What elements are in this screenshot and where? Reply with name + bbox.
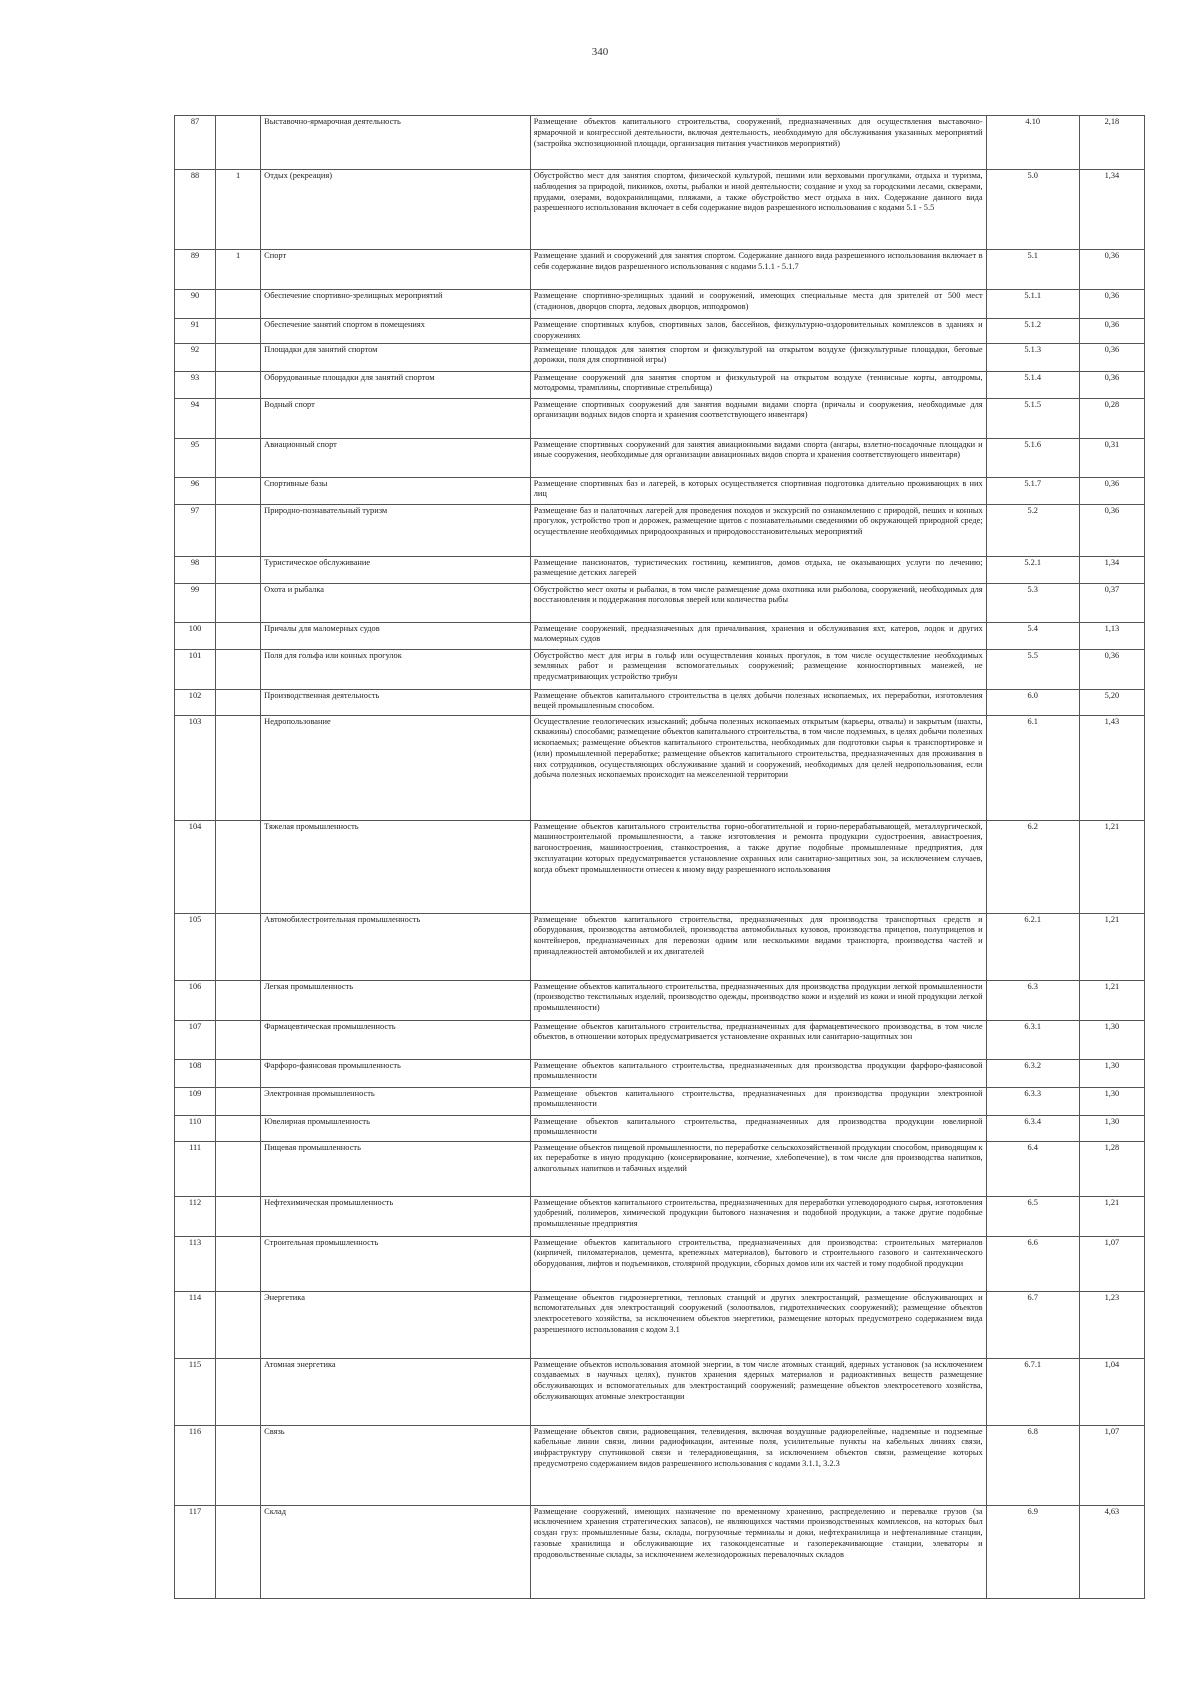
row-code: 6.8 xyxy=(986,1425,1079,1505)
row-value: 1,30 xyxy=(1079,1115,1144,1141)
row-description: Размещение пансионатов, туристических гостиниц, кемпингов, домов отдыха, не оказывающих услуги по лечению; размещение детских лагерей xyxy=(530,556,986,583)
row-description: Размещение объектов капитального строительства, предназначенных для фармацевтического производства, в том числе объектов, в отношении которых предусматривается установление охранных или санитарно-защитных зон xyxy=(530,1020,986,1059)
row-value: 0,37 xyxy=(1079,583,1144,622)
table-row xyxy=(175,1236,1145,1291)
row-number: 109 xyxy=(175,1087,216,1115)
row-description: Размещение спортивно-зрелищных зданий и сооружений, имеющих специальные места для зрителей от 500 мест (стадионов, дворцов спорта, ледовых дворцов, ипподромов) xyxy=(530,290,986,319)
row-number: 107 xyxy=(175,1020,216,1059)
row-description: Обустройство мест охоты и рыбалки, в том числе размещение дома охотника или рыболова, сооружений, необходимых для восстановления и поддержания поголовья зверей или количества рыбы xyxy=(530,583,986,622)
row-flag xyxy=(216,116,261,170)
row-number: 114 xyxy=(175,1291,216,1358)
row-code: 6.2 xyxy=(986,820,1079,913)
row-value: 1,30 xyxy=(1079,1087,1144,1115)
row-number: 102 xyxy=(175,689,216,715)
row-code: 6.2.1 xyxy=(986,913,1079,980)
row-flag xyxy=(216,556,261,583)
row-flag xyxy=(216,1236,261,1291)
row-name: Производственная деятельность xyxy=(261,689,531,715)
row-code: 6.3.3 xyxy=(986,1087,1079,1115)
row-flag xyxy=(216,438,261,477)
table-row xyxy=(175,622,1145,649)
row-description: Обустройство мест для занятия спортом, физической культурой, пешими или верховыми прогулками, отдыха и туризма, наблюдения за природой, пикников, охоты, рыбалки и иной деятельности; создание и уход за городскими лесами, скверами, прудами, озерами, водохранилищами, пляжами, а также обустройство мест отдыха в них. Содержание данного вида разрешенного использования включает в себя содержание видов разрешенного использования с кодами 5.1 - 5.5 xyxy=(530,170,986,250)
row-name: Ювелирная промышленность xyxy=(261,1115,531,1141)
row-number: 96 xyxy=(175,477,216,504)
row-description: Размещение объектов капитального строительства, предназначенных для производства: строительных материалов (кирпичей, пиломатериалов, цемента, крепежных материалов), бытового и строительного газового и сантехнического оборудования, лифтов и подъемников, столярной продукции, сборных домов или их частей и тому подобной продукции xyxy=(530,1236,986,1291)
row-flag xyxy=(216,689,261,715)
row-value: 1,34 xyxy=(1079,556,1144,583)
row-code: 6.3.4 xyxy=(986,1115,1079,1141)
row-number: 88 xyxy=(175,170,216,250)
row-code: 5.2.1 xyxy=(986,556,1079,583)
row-number: 115 xyxy=(175,1358,216,1425)
table-row xyxy=(175,398,1145,438)
row-number: 108 xyxy=(175,1059,216,1087)
row-value: 0,36 xyxy=(1079,319,1144,344)
row-number: 100 xyxy=(175,622,216,649)
table-row xyxy=(175,1291,1145,1358)
row-number: 94 xyxy=(175,398,216,438)
row-code: 6.4 xyxy=(986,1141,1079,1196)
row-flag xyxy=(216,583,261,622)
row-value: 2,18 xyxy=(1079,116,1144,170)
row-flag xyxy=(216,622,261,649)
row-value: 1,30 xyxy=(1079,1020,1144,1059)
table-row xyxy=(175,689,1145,715)
row-value: 1,07 xyxy=(1079,1425,1144,1505)
row-code: 6.6 xyxy=(986,1236,1079,1291)
row-name: Площадки для занятий спортом xyxy=(261,343,531,371)
row-value: 1,21 xyxy=(1079,913,1144,980)
row-flag xyxy=(216,913,261,980)
row-name: Природно-познавательный туризм xyxy=(261,504,531,556)
row-description: Размещение спортивных баз и лагерей, в которых осуществляется спортивная подготовка длительно проживающих в них лиц xyxy=(530,477,986,504)
row-description: Размещение спортивных клубов, спортивных залов, бассейнов, физкультурно-оздоровительных комплексов в зданиях и сооружениях xyxy=(530,319,986,344)
row-number: 101 xyxy=(175,649,216,689)
table-row xyxy=(175,319,1145,344)
row-value: 1,21 xyxy=(1079,980,1144,1020)
row-code: 5.1 xyxy=(986,250,1079,290)
row-flag: 1 xyxy=(216,170,261,250)
row-name: Электронная промышленность xyxy=(261,1087,531,1115)
row-code: 6.9 xyxy=(986,1505,1079,1598)
row-name: Спорт xyxy=(261,250,531,290)
row-number: 111 xyxy=(175,1141,216,1196)
row-code: 5.4 xyxy=(986,622,1079,649)
row-description: Размещение сооружений для занятия спортом и физкультурой на открытом воздухе (теннисные корты, автодромы, мотодромы, трамплины, спортивные стрельбища) xyxy=(530,371,986,398)
row-name: Фармацевтическая промышленность xyxy=(261,1020,531,1059)
table-row xyxy=(175,820,1145,913)
row-code: 5.2 xyxy=(986,504,1079,556)
row-value: 1,04 xyxy=(1079,1358,1144,1425)
row-name: Обеспечение занятий спортом в помещениях xyxy=(261,319,531,344)
row-name: Легкая промышленность xyxy=(261,980,531,1020)
row-value: 1,23 xyxy=(1079,1291,1144,1358)
row-name: Причалы для маломерных судов xyxy=(261,622,531,649)
table-row xyxy=(175,1196,1145,1236)
row-name: Строительная промышленность xyxy=(261,1236,531,1291)
row-name: Охота и рыбалка xyxy=(261,583,531,622)
row-flag xyxy=(216,1425,261,1505)
table-row xyxy=(175,170,1145,250)
table-row xyxy=(175,1087,1145,1115)
row-code: 5.1.5 xyxy=(986,398,1079,438)
row-number: 106 xyxy=(175,980,216,1020)
row-description: Размещение объектов капитального строительства, сооружений, предназначенных для осуществления выставочно-ярмарочной и конгрессной деятельности, включая деятельность, необходимую для обслуживания указанных мероприятий (застройка экспозиционной площади, организация питания участников мероприятий) xyxy=(530,116,986,170)
row-code: 6.7 xyxy=(986,1291,1079,1358)
table-row xyxy=(175,1020,1145,1059)
row-value: 1,21 xyxy=(1079,820,1144,913)
land-use-table xyxy=(174,115,1145,1599)
row-value: 0,36 xyxy=(1079,477,1144,504)
row-description: Размещение объектов связи, радиовещания, телевидения, включая воздушные радиорелейные, надземные и подземные кабельные линии связи, линии радиофикации, антенные поля, усилительные пункты на кабельных линиях связи, инфраструктуру спутниковой связи и телерадиовещания, за исключением объектов связи, размещение которых предусмотрено содержанием видов разрешенного использования с кодами 3.1.1, 3.2.3 xyxy=(530,1425,986,1505)
row-flag xyxy=(216,1087,261,1115)
row-flag xyxy=(216,1358,261,1425)
row-flag xyxy=(216,1020,261,1059)
row-number: 113 xyxy=(175,1236,216,1291)
row-flag xyxy=(216,477,261,504)
row-name: Выставочно-ярмарочная деятельность xyxy=(261,116,531,170)
row-flag: 1 xyxy=(216,250,261,290)
row-description: Размещение объектов капитального строительства горно-обогатительной и горно-перерабатывающей, металлургической, машиностроительной промышленности, а также изготовления и ремонта продукции судостроения, авиастроения, вагоностроения, машиностроения, станкостроения, а также другие подобные промышленные предприятия, для эксплуатации которых предусматривается установление охранных или санитарно-защитных зон, за исключением случаев, когда объект промышленности отнесен к иному виду разрешенного использования xyxy=(530,820,986,913)
row-code: 5.5 xyxy=(986,649,1079,689)
row-value: 1,30 xyxy=(1079,1059,1144,1087)
row-description: Обустройство мест для игры в гольф или осуществления конных прогулок, в том числе осуществление необходимых земляных работ и размещения вспомогательных сооружений; размещение конноспортивных манежей, не предусматривающих устройство трибун xyxy=(530,649,986,689)
row-code: 6.3.1 xyxy=(986,1020,1079,1059)
row-description: Размещение объектов использования атомной энергии, в том числе атомных станций, ядерных установок (за исключением создаваемых в научных целях), пунктов хранения ядерных материалов и радиоактивных веществ размещение обслуживающих и вспомогательных для электростанций сооружений; размещение объектов электросетевого хозяйства, обслуживающих атомные электростанции xyxy=(530,1358,986,1425)
row-description: Размещение сооружений, имеющих назначение по временному хранению, распределению и перевалке грузов (за исключением хранения стратегических запасов), не являющихся частями производственных комплексов, на которых был создан груз: промышленные базы, склады, погрузочные терминалы и доки, нефтехранилища и нефтеналивные станции, газовые хранилища и обслуживающие их газоконденсатные и газоперекачивающие станции, элеваторы и продовольственные склады, за исключением железнодорожных перевалочных складов xyxy=(530,1505,986,1598)
row-code: 6.1 xyxy=(986,715,1079,820)
row-name: Нефтехимическая промышленность xyxy=(261,1196,531,1236)
row-flag xyxy=(216,319,261,344)
row-number: 91 xyxy=(175,319,216,344)
row-flag xyxy=(216,980,261,1020)
row-description: Размещение объектов гидроэнергетики, тепловых станций и других электростанций, размещение обслуживающих и вспомогательных для электростанций сооружений (золоотвалов, гидротехнических сооружений); размещение объектов электросетевого хозяйства, за исключением объектов энергетики, размещение которых предусмотрено содержанием вида разрешенного использования с кодом 3.1 xyxy=(530,1291,986,1358)
row-code: 5.3 xyxy=(986,583,1079,622)
row-flag xyxy=(216,290,261,319)
row-number: 117 xyxy=(175,1505,216,1598)
row-description: Размещение объектов капитального строительства, предназначенных для производства продукции ювелирной промышленности xyxy=(530,1115,986,1141)
row-flag xyxy=(216,649,261,689)
row-number: 116 xyxy=(175,1425,216,1505)
row-name: Оборудованные площадки для занятий спортом xyxy=(261,371,531,398)
row-code: 6.0 xyxy=(986,689,1079,715)
row-description: Размещение объектов капитального строительства, предназначенных для переработки углеводородного сырья, изготовления удобрений, полимеров, химической продукции бытового назначения и подобной продукции, а также другие подобные промышленные предприятия xyxy=(530,1196,986,1236)
row-number: 104 xyxy=(175,820,216,913)
row-name: Недропользование xyxy=(261,715,531,820)
row-number: 99 xyxy=(175,583,216,622)
table-row xyxy=(175,504,1145,556)
row-code: 6.3.2 xyxy=(986,1059,1079,1087)
row-name: Туристическое обслуживание xyxy=(261,556,531,583)
row-number: 98 xyxy=(175,556,216,583)
row-name: Отдых (рекреация) xyxy=(261,170,531,250)
row-description: Размещение спортивных сооружений для занятия водными видами спорта (причалы и сооружения, необходимые для организации водных видов спорта и хранения соответствующего инвентаря) xyxy=(530,398,986,438)
row-name: Авиационный спорт xyxy=(261,438,531,477)
row-value: 1,34 xyxy=(1079,170,1144,250)
row-description: Размещение баз и палаточных лагерей для проведения походов и экскурсий по ознакомлению с природой, пеших и конных прогулок, устройство троп и дорожек, размещение щитов с познавательными сведениями об окружающей природной среде; осуществление необходимых природоохранных и природовосстановительных мероприятий xyxy=(530,504,986,556)
row-description: Размещение площадок для занятия спортом и физкультурой на открытом воздухе (физкультурные площадки, беговые дорожки, поля для спортивной игры) xyxy=(530,343,986,371)
row-flag xyxy=(216,820,261,913)
row-value: 0,36 xyxy=(1079,504,1144,556)
row-description: Размещение объектов капитального строительства, предназначенных для производства транспортных средств и оборудования, производства автомобилей, производства автомобильных кузовов, производства прицепов, полуприцепов и контейнеров, предназначенных для перевозки одним или несколькими видами транспорта, производства частей и принадлежностей автомобилей и их двигателей xyxy=(530,913,986,980)
row-code: 5.1.3 xyxy=(986,343,1079,371)
row-value: 0,36 xyxy=(1079,343,1144,371)
table-row xyxy=(175,371,1145,398)
table-row xyxy=(175,1115,1145,1141)
table-row xyxy=(175,1358,1145,1425)
row-number: 93 xyxy=(175,371,216,398)
row-code: 5.1.4 xyxy=(986,371,1079,398)
row-name: Поля для гольфа или конных прогулок xyxy=(261,649,531,689)
page-number: 340 xyxy=(591,46,609,58)
row-description: Осуществление геологических изысканий; добыча полезных ископаемых открытым (карьеры, отвалы) и закрытым (шахты, скважины) способами; размещение объектов капитального строительства, в том числе подземных, в целях добычи полезных ископаемых; размещение объектов капитального строительства, необходимых для подготовки сырья к транспортировке и (или) промышленной переработке; размещение объектов капитального строительства, предназначенных для проживания в них сотрудников, осуществляющих обслуживание зданий и сооружений, необходимых для целей недропользования, если добыча полезных ископаемых происходит на межселенной территории xyxy=(530,715,986,820)
row-flag xyxy=(216,1115,261,1141)
row-name: Энергетика xyxy=(261,1291,531,1358)
row-value: 0,36 xyxy=(1079,290,1144,319)
row-name: Атомная энергетика xyxy=(261,1358,531,1425)
row-value: 1,21 xyxy=(1079,1196,1144,1236)
row-value: 4,63 xyxy=(1079,1505,1144,1598)
row-value: 1,43 xyxy=(1079,715,1144,820)
table-row xyxy=(175,649,1145,689)
table-row xyxy=(175,556,1145,583)
row-description: Размещение объектов пищевой промышленности, по переработке сельскохозяйственной продукции способом, приводящим к их переработке в иную продукцию (консервирование, копчение, хлебопечение), в том числе для производства напитков, алкогольных напитков и табачных изделий xyxy=(530,1141,986,1196)
row-number: 90 xyxy=(175,290,216,319)
row-flag xyxy=(216,371,261,398)
table-row xyxy=(175,1141,1145,1196)
row-value: 0,28 xyxy=(1079,398,1144,438)
row-code: 5.1.6 xyxy=(986,438,1079,477)
row-number: 97 xyxy=(175,504,216,556)
row-flag xyxy=(216,1291,261,1358)
row-description: Размещение сооружений, предназначенных для причаливания, хранения и обслуживания яхт, катеров, лодок и других маломерных судов xyxy=(530,622,986,649)
row-value: 0,36 xyxy=(1079,250,1144,290)
table-row xyxy=(175,438,1145,477)
table-row xyxy=(175,343,1145,371)
row-value: 1,07 xyxy=(1079,1236,1144,1291)
row-flag xyxy=(216,715,261,820)
row-flag xyxy=(216,504,261,556)
row-code: 6.7.1 xyxy=(986,1358,1079,1425)
row-name: Связь xyxy=(261,1425,531,1505)
row-name: Тяжелая промышленность xyxy=(261,820,531,913)
row-number: 105 xyxy=(175,913,216,980)
table-row xyxy=(175,116,1145,170)
row-number: 110 xyxy=(175,1115,216,1141)
row-name: Фарфоро-фаянсовая промышленность xyxy=(261,1059,531,1087)
row-description: Размещение зданий и сооружений для занятия спортом. Содержание данного вида разрешенного использования включает в себя содержание видов разрешенного использования с кодами 5.1.1 - 5.1.7 xyxy=(530,250,986,290)
row-description: Размещение объектов капитального строительства, предназначенных для производства продукции электронной промышленности xyxy=(530,1087,986,1115)
row-number: 95 xyxy=(175,438,216,477)
table-row xyxy=(175,1425,1145,1505)
row-flag xyxy=(216,398,261,438)
row-number: 112 xyxy=(175,1196,216,1236)
row-name: Автомобилестроительная промышленность xyxy=(261,913,531,980)
row-description: Размещение объектов капитального строительства в целях добычи полезных ископаемых, их переработки, изготовления вещей промышленным способом. xyxy=(530,689,986,715)
row-flag xyxy=(216,1059,261,1087)
row-name: Пищевая промышленность xyxy=(261,1141,531,1196)
row-value: 0,36 xyxy=(1079,371,1144,398)
table-row xyxy=(175,583,1145,622)
row-flag xyxy=(216,1141,261,1196)
row-flag xyxy=(216,1505,261,1598)
row-value: 0,31 xyxy=(1079,438,1144,477)
row-value: 0,36 xyxy=(1079,649,1144,689)
table-row xyxy=(175,1059,1145,1087)
row-name: Спортивные базы xyxy=(261,477,531,504)
row-code: 4.10 xyxy=(986,116,1079,170)
row-number: 87 xyxy=(175,116,216,170)
row-name: Водный спорт xyxy=(261,398,531,438)
row-value: 1,28 xyxy=(1079,1141,1144,1196)
row-value: 1,13 xyxy=(1079,622,1144,649)
row-code: 6.3 xyxy=(986,980,1079,1020)
row-description: Размещение объектов капитального строительства, предназначенных для производства продукции фарфоро-фаянсовой промышленности xyxy=(530,1059,986,1087)
table-body xyxy=(175,116,1145,1599)
table-row xyxy=(175,477,1145,504)
row-code: 6.5 xyxy=(986,1196,1079,1236)
row-flag xyxy=(216,1196,261,1236)
row-code: 5.1.7 xyxy=(986,477,1079,504)
row-number: 89 xyxy=(175,250,216,290)
row-value: 5,20 xyxy=(1079,689,1144,715)
table-row xyxy=(175,715,1145,820)
row-code: 5.0 xyxy=(986,170,1079,250)
table-row xyxy=(175,913,1145,980)
row-number: 92 xyxy=(175,343,216,371)
row-code: 5.1.2 xyxy=(986,319,1079,344)
table-row xyxy=(175,290,1145,319)
table-row xyxy=(175,250,1145,290)
row-name: Склад xyxy=(261,1505,531,1598)
row-name: Обеспечение спортивно-зрелищных мероприятий xyxy=(261,290,531,319)
row-flag xyxy=(216,343,261,371)
table-row xyxy=(175,1505,1145,1598)
row-code: 5.1.1 xyxy=(986,290,1079,319)
row-number: 103 xyxy=(175,715,216,820)
table-row xyxy=(175,980,1145,1020)
row-description: Размещение спортивных сооружений для занятия авиационными видами спорта (ангары, взлетно-посадочные площадки и иные сооружения, необходимые для организации авиационных видов спорта и хранения соответствующего инвентаря) xyxy=(530,438,986,477)
row-description: Размещение объектов капитального строительства, предназначенных для производства продукции легкой промышленности (производство текстильных изделий, производство одежды, производство кожи и изделий из кожи и иной продукции легкой промышленности) xyxy=(530,980,986,1020)
